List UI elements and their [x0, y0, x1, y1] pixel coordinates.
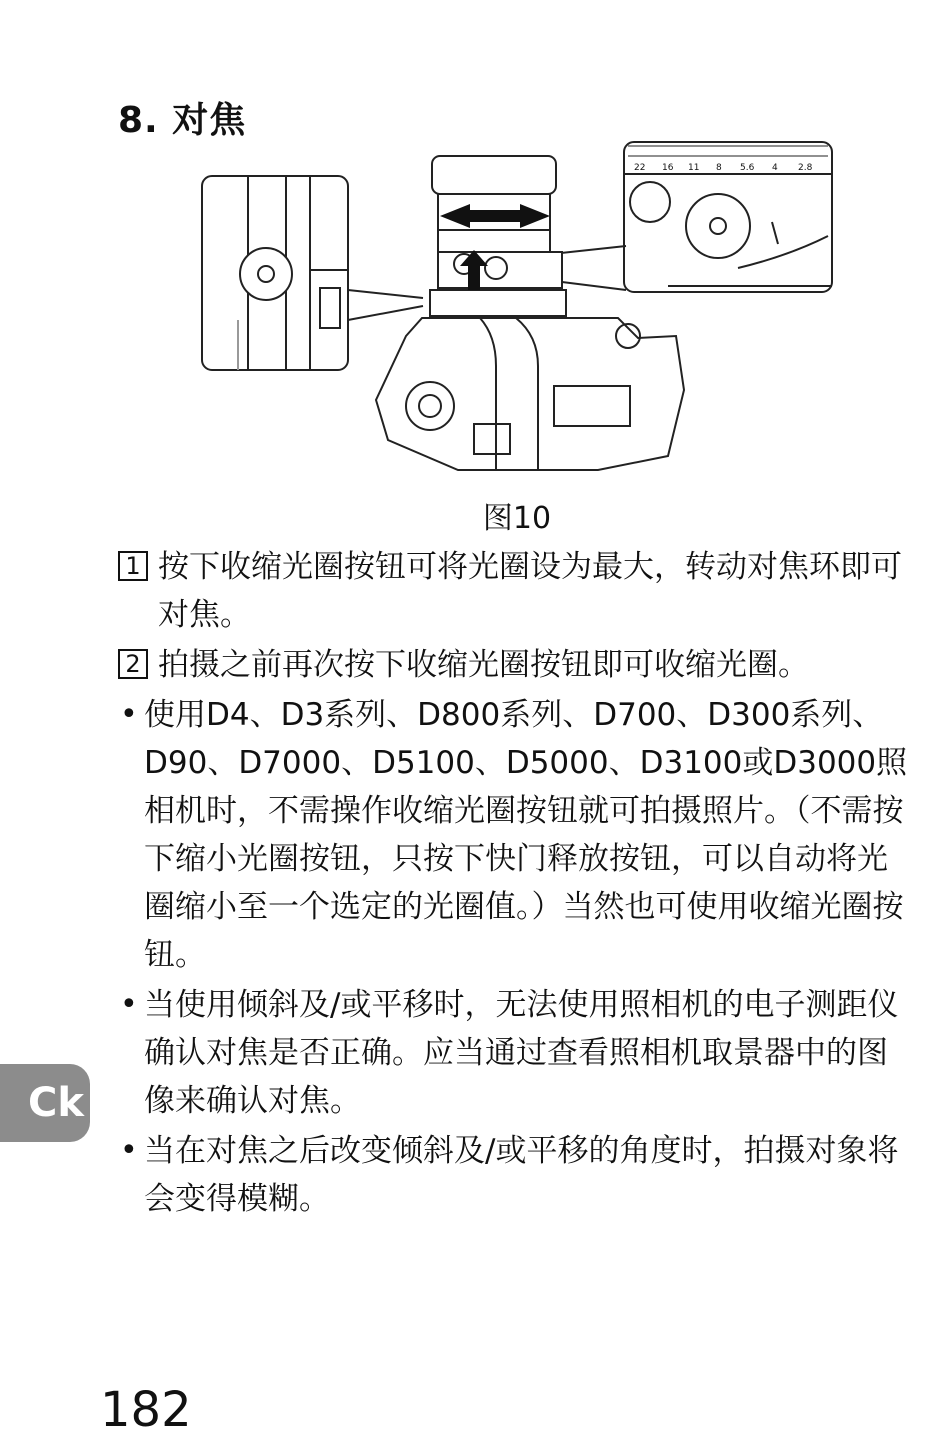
section-number: 8. [118, 100, 159, 141]
figure-caption: 图10 [482, 501, 552, 536]
note-text: 当使用倾斜及/或平移时，无法使用照相机的电子测距仪确认对焦是否正确。应当通过查看照相机取景器中的图像来确认对焦。 [144, 987, 899, 1119]
note-2 [118, 981, 918, 1125]
bullet-icon: • [120, 987, 138, 1022]
instructions [118, 543, 918, 1225]
aperture-4: 4 [772, 163, 778, 173]
step-number: 2 [118, 649, 148, 679]
aperture-5-6: 5.6 [740, 163, 755, 173]
step-text: 按下收缩光圈按钮可将光圈设为最大，转动对焦环即可对焦。 [158, 549, 902, 633]
step-1 [118, 543, 918, 639]
section-title: 对焦 [172, 100, 247, 141]
step-2 [118, 641, 918, 689]
aperture-2-8: 2.8 [798, 163, 813, 173]
bullet-icon: • [120, 697, 138, 732]
language-tab: Ck [0, 1064, 90, 1142]
step-number: 1 [118, 551, 148, 581]
note-text: 当在对焦之后改变倾斜及/或平移的角度时，拍摄对象将会变得模糊。 [144, 1133, 899, 1217]
aperture-16: 16 [662, 163, 674, 173]
note-1 [118, 691, 918, 979]
note-3 [118, 1127, 918, 1223]
section-heading [118, 92, 246, 143]
page-number: 182 [100, 1382, 192, 1438]
aperture-11: 11 [688, 163, 700, 173]
aperture-22: 22 [634, 163, 646, 173]
focus-illustration [198, 140, 838, 490]
note-text: 使用D4、D3系列、D800系列、D700、D300系列、D90、D7000、D5100、D5000、D3100或D3000照相机时，不需操作收缩光圈按钮就可拍摄照片。（不需按下缩小光圈按钮，只按下快门释放按钮，可以自动将光圈缩小至一个选定的光圈值。）当然也可使用收缩光圈按钮。 [144, 697, 908, 973]
step-text: 拍摄之前再次按下收缩光圈按钮即可收缩光圈。 [158, 647, 809, 683]
bullet-icon: • [120, 1133, 138, 1168]
aperture-8: 8 [716, 163, 722, 173]
